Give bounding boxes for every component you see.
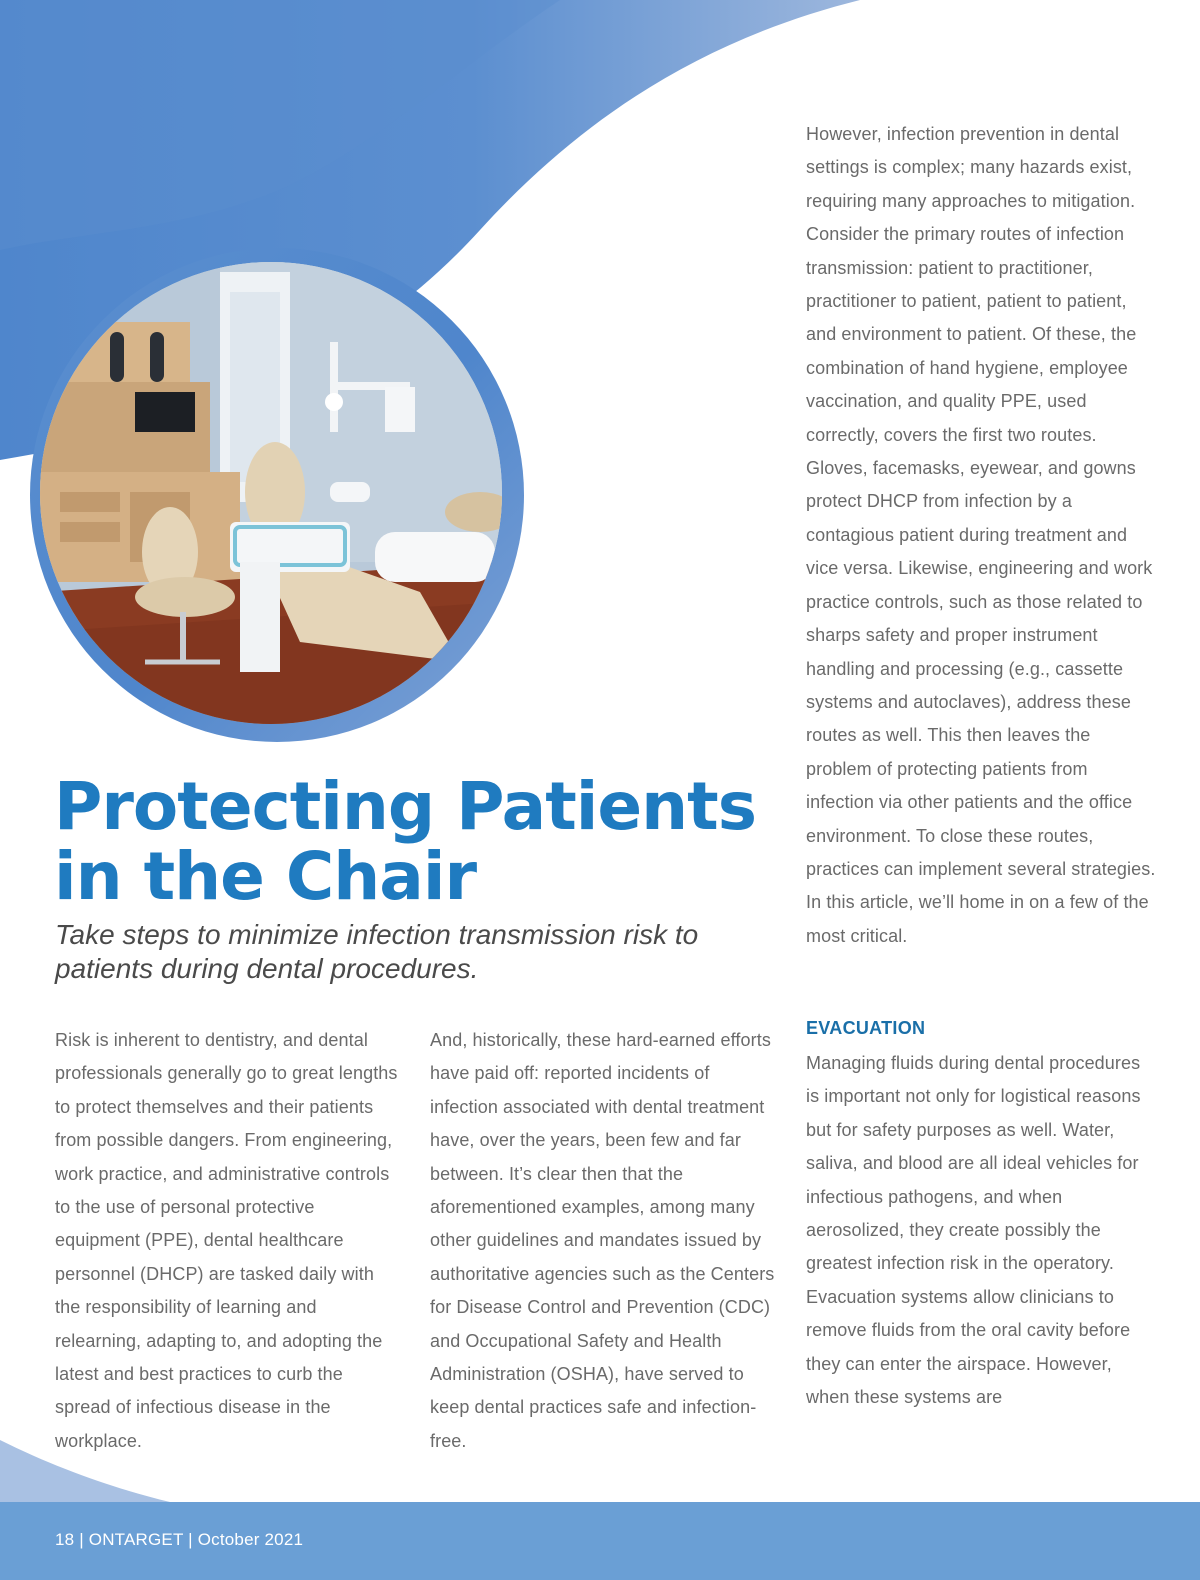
footer-text: 18 | ONTARGET | October 2021 [55, 1530, 304, 1549]
body-column-1: Risk is inherent to dentistry, and dental professionals generally go to great lengths to protect themselves and their patients from possible dangers. From engineering, work practice, and administrative controls to the use of personal protective equipment (PPE), dental healthcare personnel (DHCP) are tasked daily with the responsibility of learning and relearning, adapting to, and adopting the latest and best practices to curb the spread of infectious disease in the workplace. [55, 1030, 398, 1451]
article-subtitle: Take steps to minimize infection transmission risk to patients during dental procedures. [55, 919, 699, 984]
section-heading-evacuation: EVACUATION [806, 1018, 926, 1038]
article-title: Protecting Patients in the Chair [54, 768, 756, 915]
body-column-2: And, historically, these hard-earned efforts have paid off: reported incidents of infection associated with dental treatment have, over the years, been few and far between. It’s clear then that the aforementioned examples, among many other guidelines and mandates issued by authoritative agencies such as the Centers for Disease Control and Prevention (CDC) and Occupational Safety and Health Administration (OSHA), have served to keep dental practices safe and infection-free. [430, 1030, 775, 1451]
body-column-3-evacuation: Managing fluids during dental procedures is important not only for logistical reasons but for safety purposes as well. Water, saliva, and blood are all ideal vehicles for infectious pathogens, and when aerosolized, they create possibly the greatest infection risk in the operatory. Evacuation systems allow clinicians to remove fluids from the oral cavity before they can enter the airspace. However, when these systems are [806, 1053, 1141, 1408]
body-column-3-intro: However, infection prevention in dental settings is complex; many hazards exist, requiring many approaches to mitigation. Consider the primary routes of infection transmission: patient to practitioner, practitioner to patient, patient to patient, and environment to patient. Of these, the combination of hand hygiene, employee vaccination, and quality PPE, used correctly, covers the first two routes. Gloves, facemasks, eyewear, and gowns protect DHCP from infection by a contagious patient during treatment and vice versa. Likewise, engineering and work practice controls, such as those related to sharps safety and proper instrument handling and processing (e.g., cassette systems and autoclaves), address these routes as well. This then leaves the problem of protecting patients from infection via other patients and the office environment. To close these routes, practices can implement several strategies. In this article, we’ll home in on a few of the most critical. [806, 124, 1156, 946]
dental-operatory-photo [40, 262, 502, 724]
